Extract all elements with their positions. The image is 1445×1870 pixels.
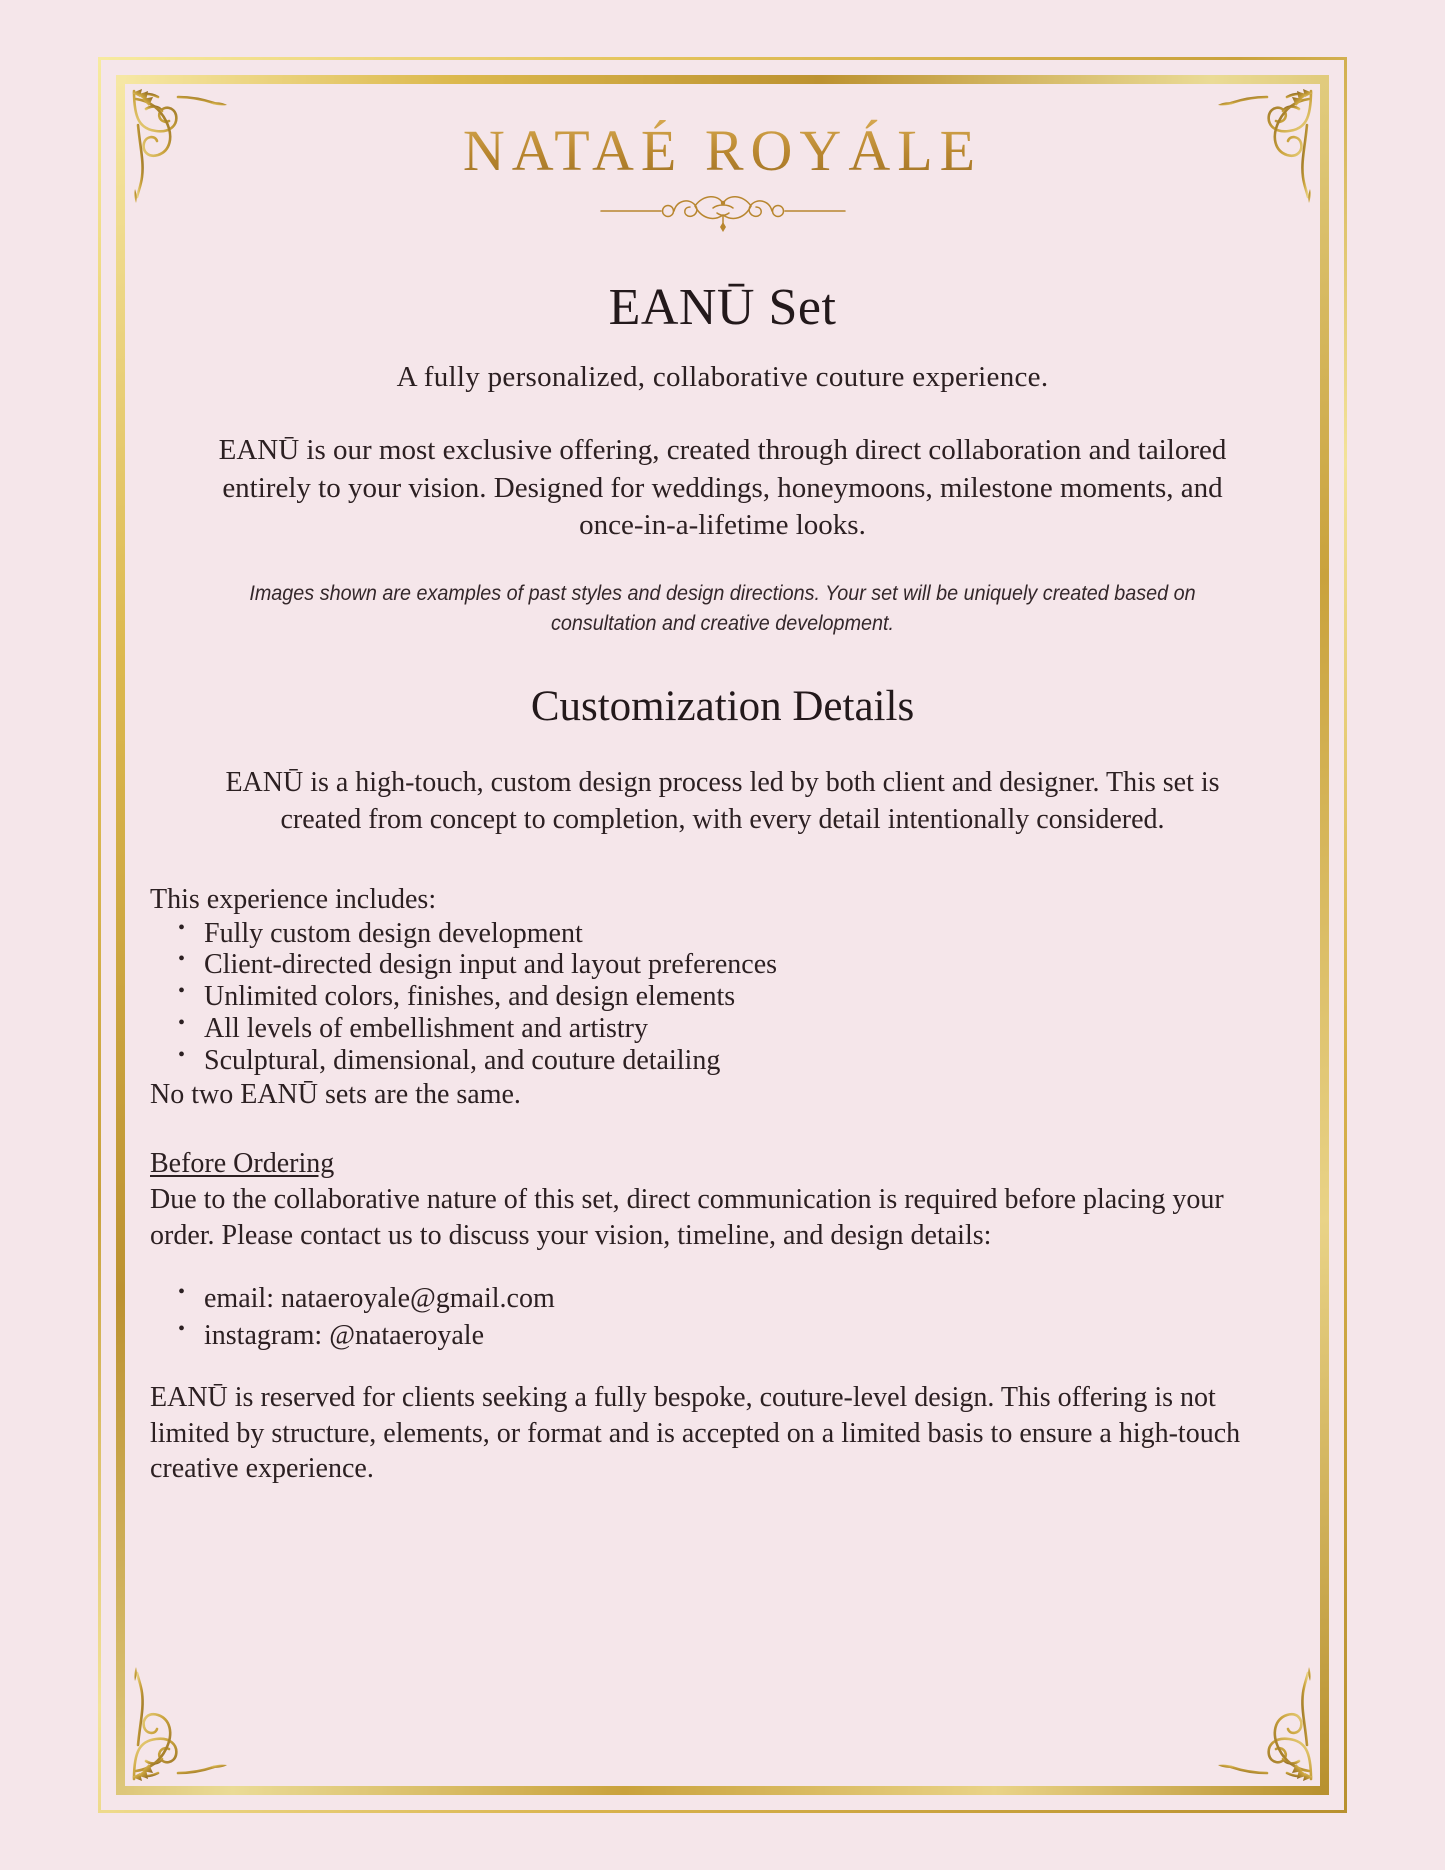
- includes-list: [150, 918, 1295, 1077]
- contact-instagram[interactable]: • instagram: @nataeroyale: [172, 1317, 1295, 1354]
- contact-list: [150, 1280, 1295, 1354]
- includes-block: [150, 882, 1295, 1487]
- flourish-divider-icon: [573, 190, 873, 232]
- before-ordering-body: Due to the collaborative nature of this set, direct communication is required before placing your order. Please contact us to discuss your vision, timeline, and design details:: [150, 1184, 1224, 1252]
- page-title: EANŪ Set: [608, 279, 837, 336]
- customization-closing-note: No two EANŪ sets are the same.: [150, 1078, 521, 1110]
- list-item: • Sculptural, dimensional, and couture detailing: [172, 1045, 1295, 1077]
- list-item: • Client-directed design input and layout preferences: [172, 949, 1295, 981]
- footer-note: EANŪ is reserved for clients seeking a fully bespoke, couture-level design. This offering is not limited by structure, elements, or format and is accepted on a limited basis to ensure a high-touch creative experience.: [150, 1382, 1241, 1485]
- images-disclaimer: Images shown are examples of past styles and design directions. Your set will be uniquely created based on consultation and creative development.: [249, 581, 1196, 635]
- brand-wordmark: NATAÉ ROYÁLE: [150, 117, 1295, 184]
- customization-heading: Customization Details: [530, 683, 915, 731]
- customization-intro: EANŪ is a high-touch, custom design process led by both client and designer. This set is created from concept to completion, with every detail intentionally considered.: [225, 767, 1220, 835]
- card-content: [150, 95, 1295, 1487]
- list-item: • Fully custom design development: [172, 918, 1295, 950]
- contact-email[interactable]: • email: nataeroyale@gmail.com: [172, 1280, 1295, 1317]
- list-item: • All levels of embellishment and artistry: [172, 1013, 1295, 1045]
- before-ordering-heading-text: Before Ordering: [150, 1148, 335, 1180]
- list-item: • Unlimited colors, finishes, and design elements: [172, 981, 1295, 1013]
- subtitle: A fully personalized, collaborative couture experience.: [396, 361, 1049, 393]
- lead-paragraph: EANŪ is our most exclusive offering, created through direct collaboration and tailored entirely to your vision. Designed for weddings, honeymoons, milestone moments, and once-in-a-lifetime looks.: [218, 434, 1227, 542]
- before-ordering-heading: [150, 1146, 1295, 1182]
- includes-label: This experience includes:: [150, 884, 437, 916]
